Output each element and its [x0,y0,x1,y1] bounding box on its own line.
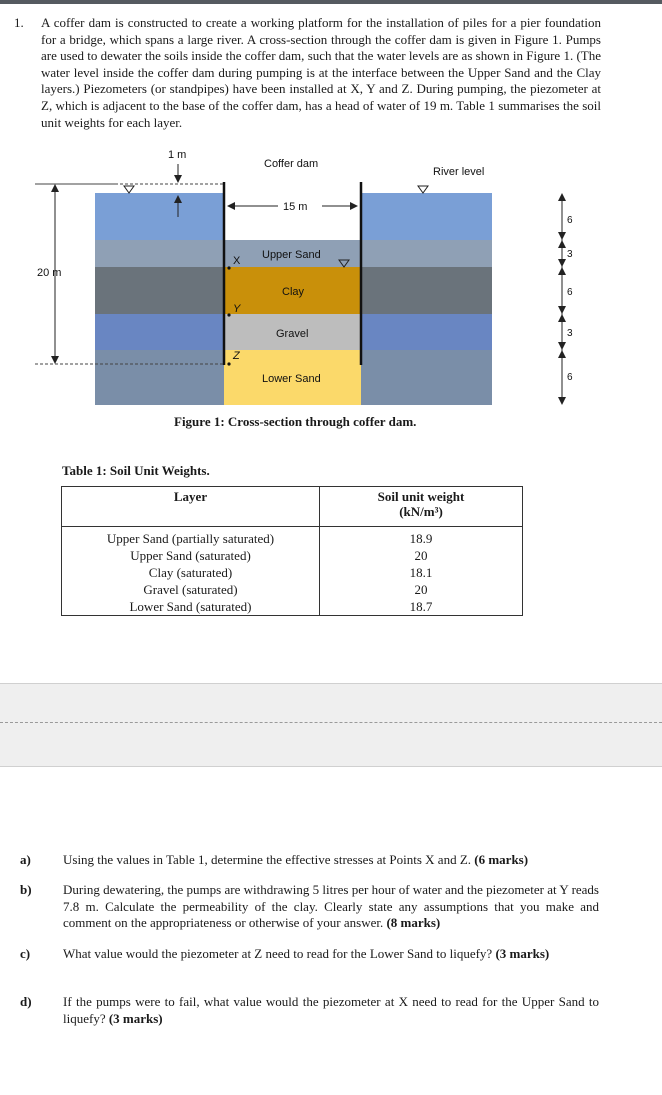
question-text: A coffer dam is constructed to create a working platform for the installation of piles for a pier foundation for a bridge, which spans a large river. A cross-section through the coffer dam is given in Figure 1. Pumps are used to dewater the soils inside the coffer dam, such that the water levels are as shown in Figure 1. (The water level inside the coffer dam during pumping is at the interface between the Upper Sand and the Clay layers.) Piezometers (or standpipes) have been installed at X, Y and Z. During pumping, the piezometer at Z, which is adjacent to the base of the coffer dam, has a head of water of 19 m. Table 1 summarises the soil unit weights for each layer. [41,15,601,130]
table-row [62,527,523,548]
left-clay-layer [95,267,224,314]
part-b-marks: (8 marks) [386,915,441,931]
thickness-dimensions [558,193,573,405]
point-y-marker [227,313,230,316]
weight-header-line1: Soil unit weight [377,489,465,504]
part-a-text [63,852,599,869]
question-number: 1. [14,15,24,30]
part-c-question: What value would the piezometer at Z need to read for the Lower Sand to liquefy? [63,946,493,961]
weight-cell: 18.9 [320,527,523,548]
gravel-label: Gravel [276,328,309,340]
weight-cell: 18.1 [320,564,523,581]
thickness-label: 6 [567,215,573,226]
thickness-label: 3 [567,328,573,339]
column-header-weight [320,487,523,527]
river-level-label: River level [433,166,485,178]
layer-cell: Gravel (saturated) [62,581,320,598]
table-row [62,598,523,616]
layer-cell: Upper Sand (partially saturated) [62,527,320,548]
depth-label: 20 m [37,267,62,279]
part-a-question: Using the values in Table 1, determine the effective stresses at Points X and Z. [63,852,472,867]
coffer-dam-label: Coffer dam [264,158,319,170]
part-c-label: c) [20,946,31,961]
part-a-marks: (6 marks) [474,852,529,867]
lower-sand-label: Lower Sand [262,373,321,385]
page-separator-band [0,683,662,767]
table-row [62,564,523,581]
left-gravel-layer [95,314,224,350]
part-d-text [63,994,599,1027]
left-upper-sand-layer [95,240,224,267]
cross-section-diagram [0,140,662,430]
part-b-question: During dewatering, the pumps are withdrawing 5 litres per hour of water and the piezometer at Y reads 7.8 m. Calculate the permeability of the clay. Clearly state any assumptions that you make and comment on the appropriateness or otherwise of your answer. [63,882,599,931]
right-water-layer [361,193,492,240]
layer-cell: Clay (saturated) [62,564,320,581]
right-gravel-layer [361,314,492,350]
width-label: 15 m [283,201,308,213]
clay-label: Clay [282,286,305,298]
table-title: Table 1: Soil Unit Weights. [62,463,210,478]
table-row [62,581,523,598]
point-z-marker [227,362,230,365]
one-m-label: 1 m [168,149,187,161]
upper-sand-label: Upper Sand [262,249,321,261]
thickness-label: 6 [567,287,573,298]
right-lower-sand-layer [361,350,492,405]
left-lower-sand-layer [95,350,224,405]
river-level-triangle [418,186,428,193]
figure-caption: Figure 1: Cross-section through coffer dam. [174,414,417,429]
part-c-marks: (3 marks) [495,946,550,961]
weight-cell: 20 [320,581,523,598]
thickness-label: 6 [567,372,573,383]
point-z-label: Z [233,350,240,362]
point-x-marker [227,266,230,269]
part-b-text [63,882,599,932]
right-upper-sand-layer [361,240,492,267]
point-x-label: X [233,255,241,267]
part-c-text [63,946,599,963]
point-y-label: Y [233,303,241,315]
right-clay-layer [361,267,492,314]
weight-cell: 18.7 [320,598,523,616]
part-d-question: If the pumps were to fail, what value would the piezometer at X need to read for the Upper Sand to liquefy? [63,994,599,1026]
figure-1 [0,140,662,430]
part-d-marks: (3 marks) [108,1010,163,1026]
left-water-layer [95,193,224,240]
weight-header-line2: (kN/m³) [399,504,443,519]
column-header-layer: Layer [62,487,320,527]
part-d-label: d) [20,994,32,1009]
soil-unit-weights-table [61,486,523,616]
water-level-triangle-left [124,186,134,193]
layer-cell: Upper Sand (saturated) [62,547,320,564]
layer-cell: Lower Sand (saturated) [62,598,320,616]
page-separator-dashed-line [0,722,662,723]
table-row [62,547,523,564]
thickness-label: 3 [567,249,573,260]
weight-cell: 20 [320,547,523,564]
part-a-label: a) [20,852,31,867]
part-b-label: b) [20,882,32,897]
table-header-row [62,487,523,527]
top-bar [0,0,662,4]
